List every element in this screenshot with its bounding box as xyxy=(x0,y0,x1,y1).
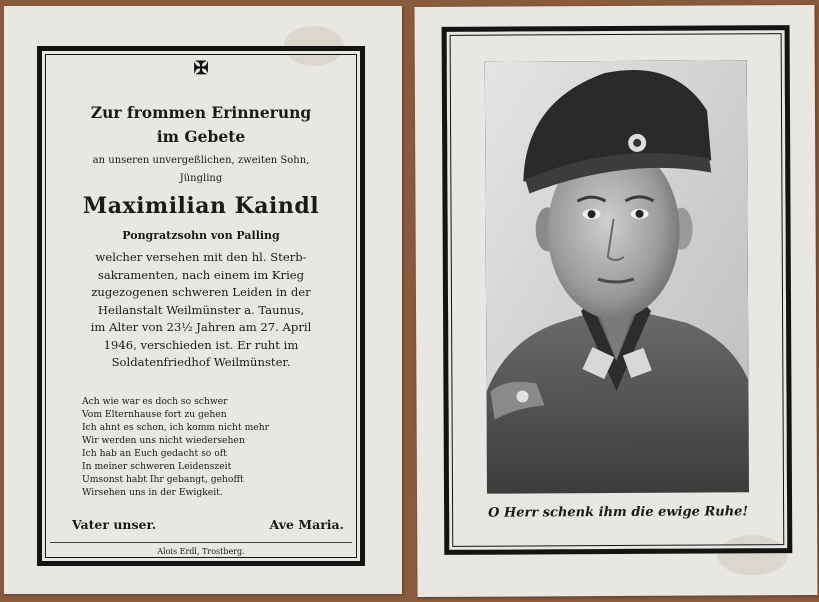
biography-text xyxy=(52,249,350,372)
iron-cross-icon: ✠ xyxy=(193,58,209,79)
poem-line: Ich ahnt es schon, ich komm nicht mehr xyxy=(82,422,270,433)
biography-line: 1946, verschieden ist. Er ruht im xyxy=(103,337,299,352)
memorial-card-text-side xyxy=(4,6,402,594)
biography-line: zugezogenen schweren Leiden in der xyxy=(91,285,311,299)
poem-line: Ach wie war es doch so schwer xyxy=(82,396,228,407)
memorial-card-photo-side xyxy=(414,5,817,597)
printer-credit: Alois Erdl, Trostberg. xyxy=(157,547,245,556)
divider xyxy=(50,542,352,543)
poem-line: In meiner schweren Leidenszeit xyxy=(82,461,232,472)
mourning-border xyxy=(37,46,365,566)
prayer-caption: O Herr schenk ihm die ewige Ruhe! xyxy=(488,504,749,521)
heading-line-2: im Gebete xyxy=(156,127,246,146)
prayer-vater-unser: Vater unser. xyxy=(72,517,157,532)
biography-line: welcher versehen mit den hl. Sterb- xyxy=(95,250,307,264)
biography-line: im Alter von 23½ Jahren am 27. April xyxy=(90,320,312,334)
intro-line-1: an unseren unvergeßlichen, zweiten Sohn, xyxy=(92,155,310,166)
portrait-illustration xyxy=(485,60,749,493)
biography-line: Heilanstalt Weilmünster a. Taunus, xyxy=(97,302,305,317)
poem-line: Wir werden uns nicht wiedersehen xyxy=(82,435,245,446)
prayer-ave-maria: Ave Maria. xyxy=(269,517,344,532)
soldier-portrait-photo xyxy=(485,60,749,493)
intro-line-2: Jüngling xyxy=(179,173,223,184)
subtitle: Pongratzsohn von Palling xyxy=(122,229,280,242)
biography-line: sakramenten, nach einem im Krieg xyxy=(97,267,305,282)
poem-line: Wirsehen uns in der Ewigkeit. xyxy=(82,487,223,498)
heading-line-1: Zur frommen Erinnerung xyxy=(90,103,312,122)
deceased-name: Maximilian Kaindl xyxy=(82,193,320,219)
biography-line: Soldatenfriedhof Weilmünster. xyxy=(111,355,291,369)
poem-line: Vom Elternhause fort zu gehen xyxy=(82,409,227,420)
poem-line: Umsonst habt Ihr gebangt, gehofft xyxy=(82,474,244,485)
poem-line: Ich hab an Euch gedacht so oft xyxy=(82,448,227,459)
poem xyxy=(82,395,269,499)
mourning-border xyxy=(442,25,793,555)
